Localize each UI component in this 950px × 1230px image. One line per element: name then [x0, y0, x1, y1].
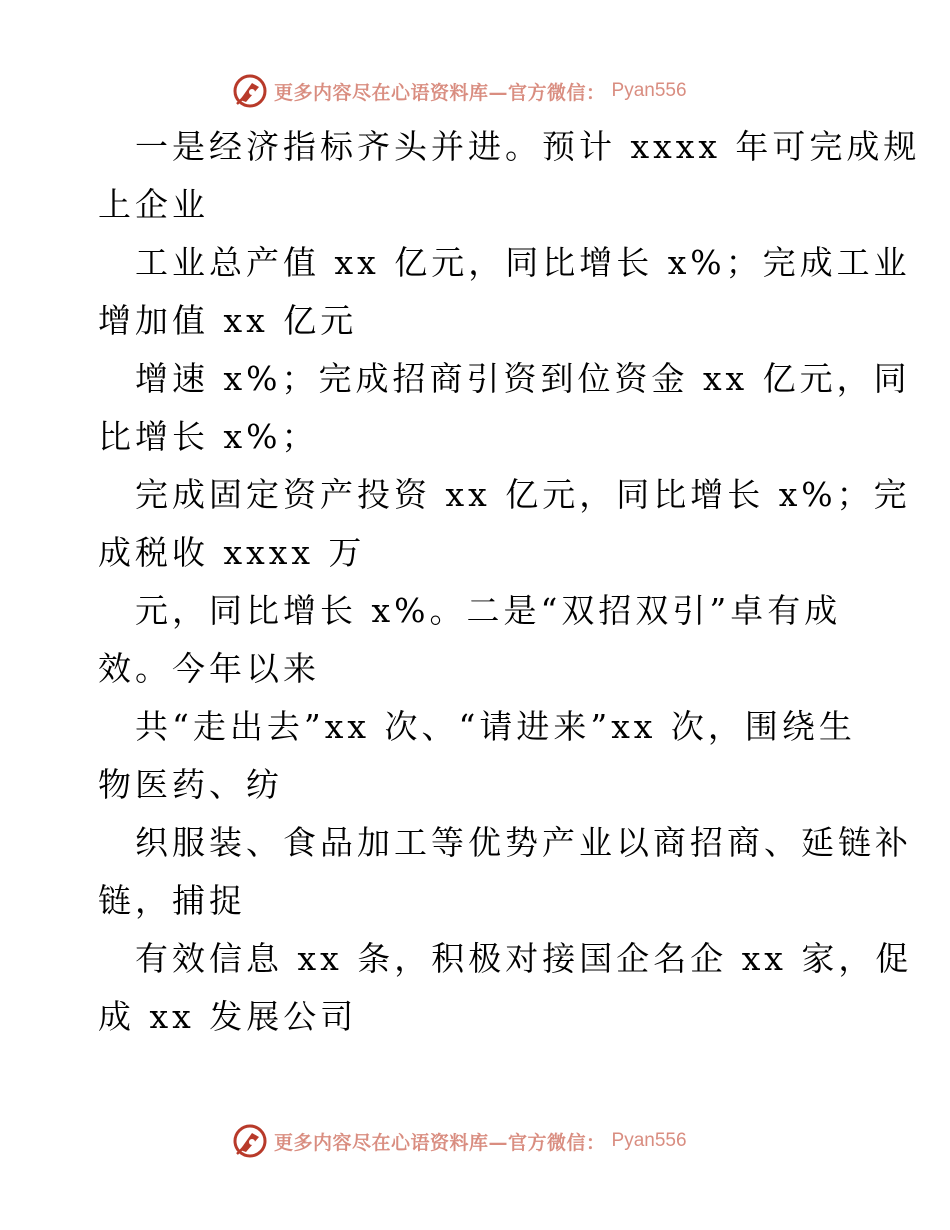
header-banner-code: Pyan556 — [611, 80, 687, 101]
body-line: 织服装、食品加工等优势产业以商招商、延链补 — [135, 823, 912, 862]
body-line: 完成固定资产投资 xx 亿元，同比增长 x%；完 — [135, 475, 911, 514]
body-line: 物医药、纺 — [98, 765, 283, 804]
header-banner-text: 更多内容尽在心语资料库—官方微信： — [274, 81, 606, 104]
header-banner — [232, 71, 687, 111]
body-line: 共“走出去”xx 次、“请进来”xx 次，围绕生 — [135, 707, 856, 746]
footer-banner-text: 更多内容尽在心语资料库—官方微信： — [274, 1131, 606, 1154]
body-line: 成税收 xxxx 万 — [98, 533, 366, 572]
body-line: 链，捕捉 — [98, 881, 246, 920]
body-line: 成 xx 发展公司 — [98, 997, 358, 1036]
body-line: 一是经济指标齐头并进。预计 xxxx 年可完成规 — [135, 127, 921, 166]
body-line: 上企业 — [98, 185, 209, 224]
body-line: 元，同比增长 x%。二是“双招双引”卓有成 — [135, 591, 842, 630]
body-line: 比增长 x%； — [98, 417, 319, 456]
pen-nib-logo-icon — [232, 73, 268, 109]
footer-banner-code: Pyan556 — [611, 1130, 687, 1151]
body-line: 有效信息 xx 条，积极对接国企名企 xx 家，促 — [135, 939, 913, 978]
body-line: 工业总产值 xx 亿元，同比增长 x%；完成工业 — [135, 243, 911, 282]
body-line: 效。今年以来 — [98, 649, 320, 688]
document-body — [98, 118, 921, 1046]
pen-nib-logo-icon — [232, 1123, 268, 1159]
footer-banner — [232, 1121, 687, 1161]
body-line: 增加值 xx 亿元 — [98, 301, 358, 340]
body-line: 增速 x%；完成招商引资到位资金 xx 亿元，同 — [135, 359, 911, 398]
